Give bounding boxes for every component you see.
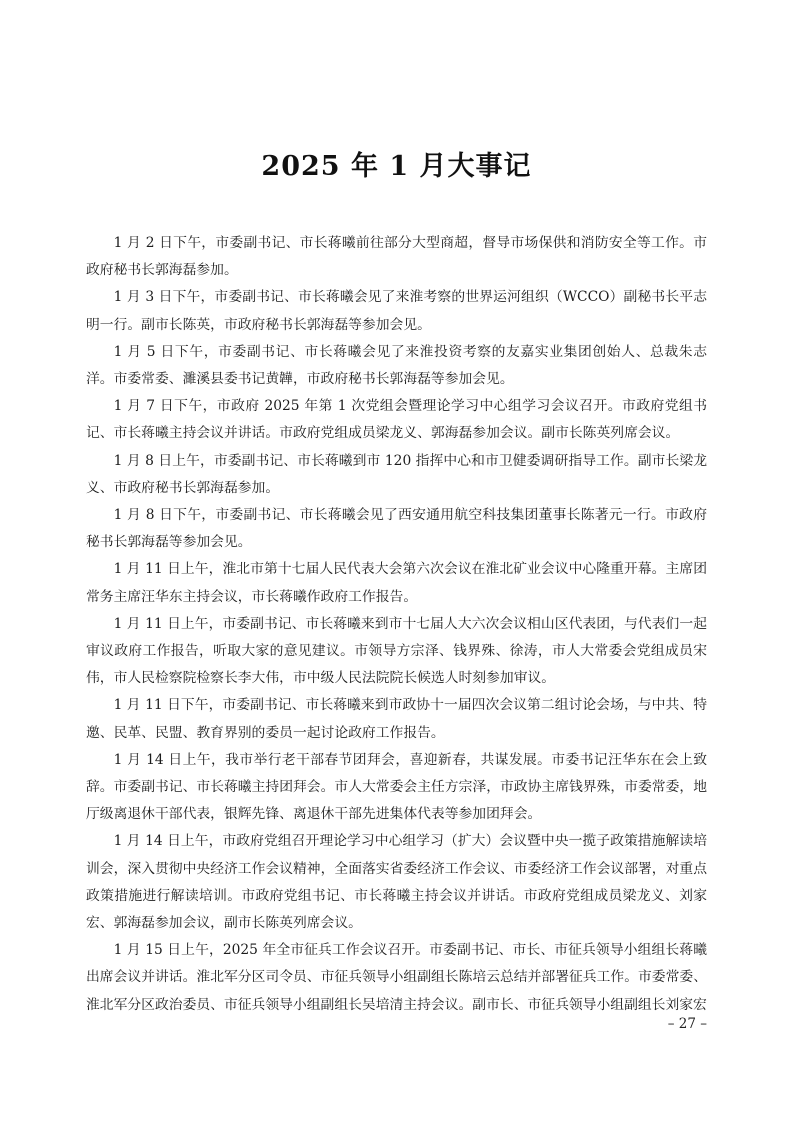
event-entry: 1 月 5 日下午，市委副书记、市长蒋曦会见了来淮投资考察的友嘉实业集团创始人、总裁朱志洋。市委常委、濉溪县委书记黄韡，市政府秘书长郭海磊等参加会见。 (86, 343, 707, 388)
event-entry: 1 月 8 日下午，市委副书记、市长蒋曦会见了西安通用航空科技集团董事长陈著元一行。市政府秘书长郭海磊等参加会见。 (86, 507, 707, 551)
event-entry: 1 月 14 日上午，市政府党组召开理论学习中心组学习（扩大）会议暨中央一揽子政策措施解读培训会，深入贯彻中央经济工作会议精神，全面落实省委经济工作会议、市委经济工作会议部署，对重点政策措施进行解读培训。市政府党组书记、市长蒋曦主持会议并讲话。市政府党组成员梁龙义、刘家宏、郭海磊参加会议，副市长陈英列席会议。 (86, 833, 707, 932)
page-title: 2025 年 1 月大事记 (261, 151, 532, 182)
event-entry: 1 月 11 日上午，市委副书记、市长蒋曦来到市十七届人大六次会议相山区代表团，与代表们一起审议政府工作报告，听取大家的意见建议。市领导方宗泽、钱界殊、徐涛，市人大常委会党组成员宋伟，市人民检察院检察长李大伟，市中级人民法院院长候选人时刻参加审议。 (86, 615, 707, 687)
event-entry: 1 月 14 日上午，我市举行老干部春节团拜会，喜迎新春，共谋发展。市委书记汪华东在会上致辞。市委副书记、市长蒋曦主持团拜会。市人大常委会主任方宗泽，市政协主席钱界殊，市委常委，地厅级离退休干部代表，银辉先锋、离退休干部先进集体代表等参加团拜会。 (86, 751, 707, 823)
event-entry: 1 月 11 日下午，市委副书记、市长蒋曦来到市政协十一届四次会议第二组讨论会场，与中共、特邀、民革、民盟、教育界别的委员一起讨论政府工作报告。 (86, 697, 707, 741)
event-entry: 1 月 3 日下午，市委副书记、市长蒋曦会见了来淮考察的世界运河组织（WCCO）副秘书长平志明一行。副市长陈英，市政府秘书长郭海磊等参加会见。 (86, 289, 707, 333)
page-number: – 27 – (667, 1016, 707, 1032)
event-entry: 1 月 15 日上午，2025 年全市征兵工作会议召开。市委副书记、市长、市征兵领导小组组长蒋曦出席会议并讲话。淮北军分区司令员、市征兵领导小组副组长陈培云总结并部署征兵工作。市委常委、淮北军分区政治委员、市征兵领导小组副组长吴培清主持会议。副市长、市征兵领导小组副组长刘家宏 (86, 942, 707, 1013)
event-list (86, 230, 707, 1019)
event-entry: 1 月 2 日下午，市委副书记、市长蒋曦前往部分大型商超，督导市场保供和消防安全等工作。市政府秘书长郭海磊参加。 (86, 235, 707, 279)
event-entry: 1 月 11 日上午，淮北市第十七届人民代表大会第六次会议在淮北矿业会议中心隆重开幕。主席团常务主席汪华东主持会议，市长蒋曦作政府工作报告。 (86, 561, 707, 605)
event-entry: 1 月 8 日上午，市委副书记、市长蒋曦到市 120 指挥中心和市卫健委调研指导工作。副市长梁龙义、市政府秘书长郭海磊参加。 (86, 452, 707, 496)
event-entry: 1 月 7 日下午，市政府 2025 年第 1 次党组会暨理论学习中心组学习会议召开。市政府党组书记、市长蒋曦主持会议并讲话。市政府党组成员梁龙义、郭海磊参加会议。副市长陈英列席会议。 (86, 398, 707, 442)
